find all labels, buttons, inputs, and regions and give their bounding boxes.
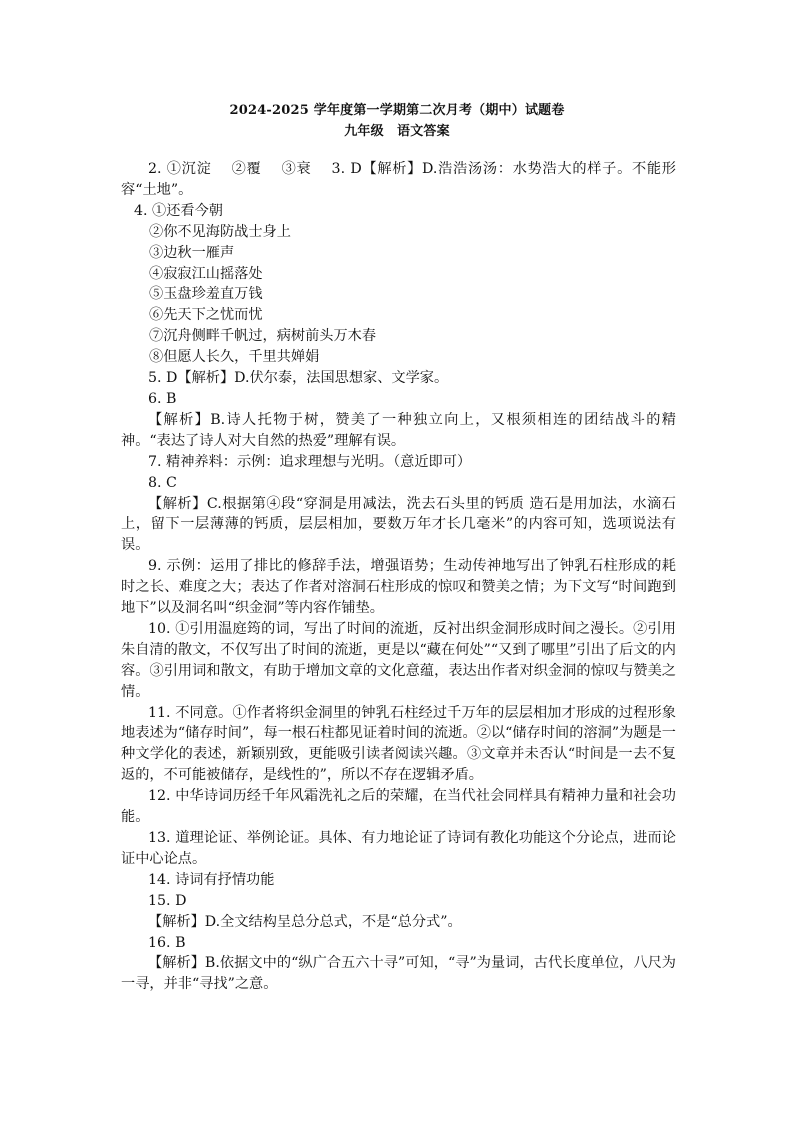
answer-q8-analysis: 【解析】C.根据第④段“穿洞是用减法，洗去石头里的钙质 造石是用加法，水滴石上，留下一层薄薄的钙质，层层相加，要数万年才长几毫米”的内容可知，选项说法有误。: [121, 495, 676, 554]
answer-q2-q3: 2. ①沉淀 ②覆 ③衰 3. D【解析】D.浩浩汤汤：水势浩大的样子。不能形容“土地”。: [121, 161, 676, 198]
answer-q4-item: ③边秋一雁声: [149, 244, 235, 261]
answer-q5: 5. D【解析】D.伏尔泰，法国思想家、文学家。: [148, 370, 449, 387]
answer-q6: 6. B: [148, 390, 177, 407]
answer-q7: 7. 精神养料：示例：追求理想与光明。（意近即可）: [148, 453, 472, 470]
page-subtitle: 九年级 语文答案: [344, 124, 450, 139]
answer-q15-analysis: 【解析】D.全文结构呈总分总式，不是“总分式”。: [148, 913, 462, 930]
page-title: 2024-2025 学年度第一学期第二次月考（期中）试题卷: [229, 103, 565, 118]
answer-q6-analysis: 【解析】B.诗人托物于树，赞美了一种独立向上，又根须相连的团结战斗的精神。“表达了诗人对大自然的热爱”理解有误。: [121, 411, 676, 449]
answer-q16: 16. B: [148, 934, 186, 951]
answer-q4-item: ②你不见海防战士身上: [149, 223, 291, 240]
answer-q16-analysis: 【解析】B.依据文中的“纵广合五六十寻”可知，“寻”为量词，古代长度单位，八尺为一寻，并非“寻找”之意。: [121, 955, 676, 993]
answer-q4-item: ⑧但愿人长久，千里共婵娟: [149, 349, 320, 366]
answer-body: [121, 159, 676, 995]
answer-q9: 9. 示例：运用了排比的修辞手法，增强语势；生动传神地写出了钟乳石柱形成的耗时之长、难度之大；表达了作者对溶洞石柱形成的惊叹和赞美之情；为下文写“时间跑到地下”以及洞名叫“织金洞”等内容作铺垫。: [121, 558, 676, 617]
answer-q4-head: 4. ①还看今朝: [134, 202, 223, 219]
answer-q8: 8. C: [148, 474, 177, 491]
answer-q12: 12. 中华诗词历经千年风霜洗礼之后的荣耀，在当代社会同样具有精神力量和社会功能。: [121, 788, 676, 826]
answer-q14: 14. 诗词有抒情功能: [148, 871, 275, 888]
answer-q11: 11. 不同意。①作者将织金洞里的钟乳石柱经过千万年的层层相加才形成的过程形象地表述为“储存时间”，每一根石柱都见证着时间的流逝。②以“储存时间的溶洞”为题是一种文学化的表述，新颖别致，更能吸引读者阅读兴趣。③文章并未否认“时间是一去不复返的，不可能被储存，是线性的”，所以不存在逻辑矛盾。: [121, 704, 676, 784]
answer-q4-item: ④寂寂江山摇落处: [149, 265, 263, 282]
answer-q13: 13. 道理论证、举例论证。具体、有力地论证了诗词有教化功能这个分论点，进而论证中心论点。: [121, 830, 676, 867]
answer-q10: 10. ①引用温庭筠的词，写出了时间的流逝，反衬出织金洞形成时间之漫长。②引用朱自清的散文，不仅写出了时间的流逝，更是以“藏在何处”“又到了哪里”引出了后文的内容。③引用词和散文，有助于增加文章的文化意蕴，表达出作者对织金洞的惊叹与赞美之情。: [121, 620, 676, 700]
answer-q4-item: ⑥先天下之忧而忧: [149, 307, 263, 324]
answer-q4-item: ⑦沉舟侧畔千帆过，病树前头万木春: [149, 328, 377, 345]
answer-q4-item: ⑤玉盘珍羞直万钱: [149, 286, 263, 303]
answer-q15: 15. D: [148, 892, 187, 909]
